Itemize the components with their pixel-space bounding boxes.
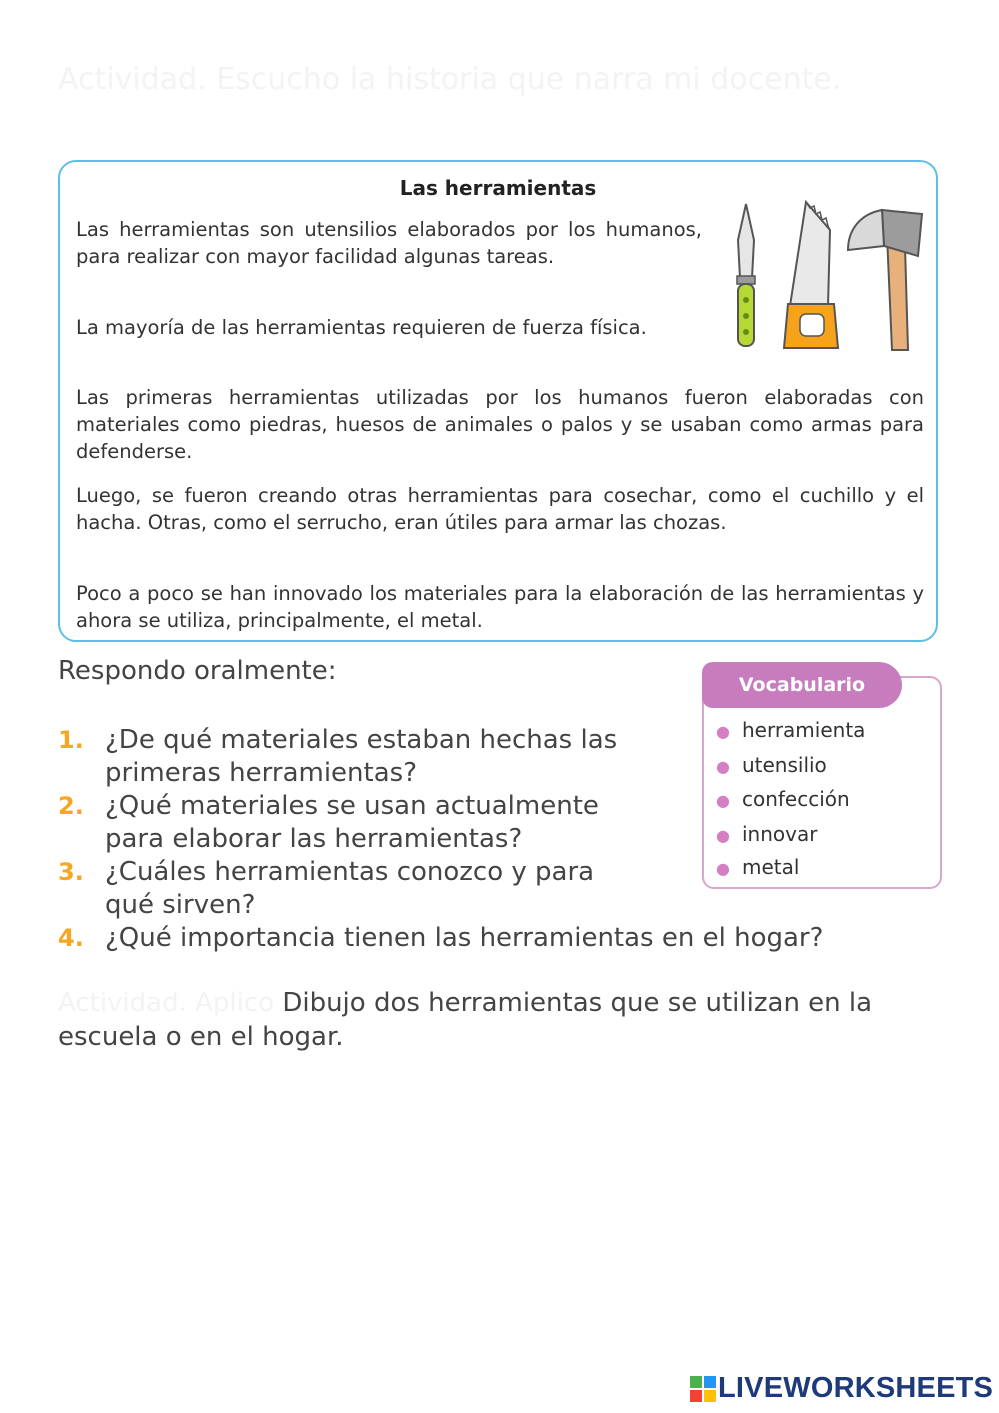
reading-paragraph: Las primeras herramientas utilizadas por los humanos fueron elaboradas con materiales como piedras, huesos de animales o palos y se usaban como armas para defenderse.: [76, 386, 924, 463]
question-number: 2.: [58, 792, 84, 820]
bullet-icon: ●: [716, 826, 730, 845]
vocabulary-item: ● innovar: [716, 822, 818, 846]
axe-icon: [848, 210, 922, 350]
bullet-icon: ●: [716, 859, 730, 878]
question-text: primeras herramientas?: [105, 758, 417, 788]
question-text: qué sirven?: [105, 890, 256, 920]
question-text: para elaborar las herramientas?: [105, 824, 523, 854]
activity-text: Dibujo dos herramientas que se utilizan en la escuela o en el hogar.: [58, 988, 873, 1052]
vocabulary-item: ● herramienta: [716, 718, 866, 742]
questions-title: Respondo oralmente:: [58, 656, 337, 686]
question-text: ¿De qué materiales estaban hechas las: [105, 725, 618, 755]
reading-box: [58, 160, 938, 642]
drawing-activity: [58, 986, 938, 1054]
saw-icon: [784, 202, 838, 348]
vocabulary-item: ● metal: [716, 855, 800, 879]
liveworksheets-wordmark: LIVEWORKSHEETS: [718, 1372, 994, 1404]
bullet-icon: ●: [716, 791, 730, 810]
reading-paragraph: Las herramientas son utensilios elaborados por los humanos, para realizar con mayor facilidad algunas tareas.: [76, 218, 702, 268]
faded-activity-label: Actividad. Aplico: [58, 988, 275, 1018]
tools-illustration: [732, 200, 928, 355]
question-number: 3.: [58, 858, 84, 886]
bullet-icon: ●: [716, 757, 730, 776]
knife-icon: [737, 204, 755, 346]
vocabulary-item: ● utensilio: [716, 753, 827, 777]
reading-title: Las herramientas: [399, 176, 597, 200]
question-text: ¿Qué importancia tienen las herramientas en el hogar?: [105, 923, 824, 953]
question-text: ¿Cuáles herramientas conozco y para: [105, 857, 595, 887]
reading-paragraph: La mayoría de las herramientas requieren de fuerza física.: [76, 316, 647, 339]
liveworksheets-icon: [690, 1376, 716, 1402]
question-text: ¿Qué materiales se usan actualmente: [105, 791, 599, 821]
reading-paragraph: Poco a poco se han innovado los materiales para la elaboración de las herramientas y ahora se utiliza, principalmente, el metal.: [76, 582, 924, 632]
vocabulary-title: Vocabulario: [702, 662, 902, 708]
vocabulary-item: ● confección: [716, 787, 850, 811]
question-number: 4.: [58, 924, 84, 952]
faded-activity-header: Actividad. Escucho la historia que narra mi docente.: [58, 62, 842, 97]
reading-paragraph: Luego, se fueron creando otras herramientas para cosechar, como el cuchillo y el hacha. Otras, como el serrucho, eran útiles para armar las chozas.: [76, 484, 924, 534]
bullet-icon: ●: [716, 722, 730, 741]
question-number: 1.: [58, 726, 84, 754]
